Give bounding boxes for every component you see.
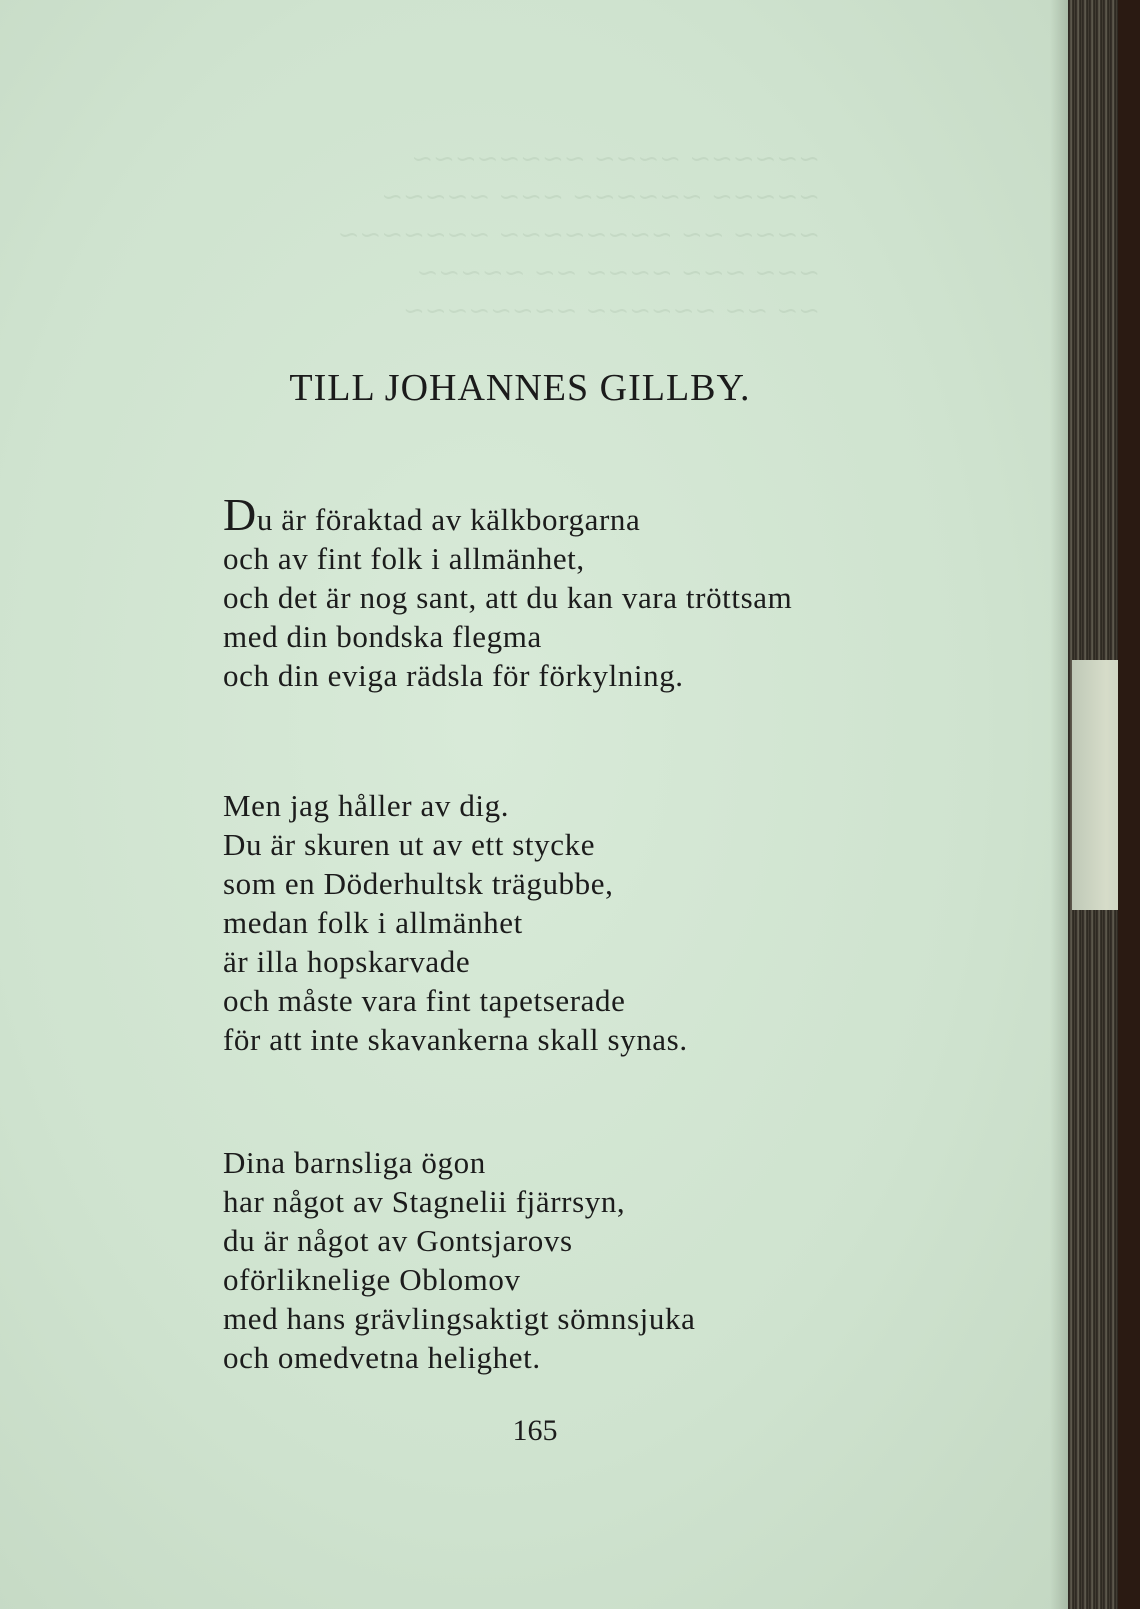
stanza-line: med din bondska flegma [223, 619, 542, 654]
stanza-3 [223, 1143, 943, 1377]
stanza-line: Dina barnsliga ögon [223, 1145, 486, 1180]
stanza-2 [223, 786, 943, 1059]
stanza-line: för att inte skavankerna skall synas. [223, 1022, 688, 1057]
first-line-rest: u är föraktad av kälkborgarna [256, 502, 641, 537]
stanza-line: och din eviga rädsla för förkylning. [223, 658, 684, 693]
stanza-line: som en Döderhultsk trägubbe, [223, 866, 614, 901]
stanza-line: Men jag håller av dig. [223, 788, 510, 823]
page-number: 165 [512, 1414, 558, 1447]
stanza-line: Du är skuren ut av ett stycke [223, 827, 596, 862]
stanza-line: oförliknelige Oblomov [223, 1262, 521, 1297]
stanza-line: och av fint folk i allmänhet, [223, 541, 585, 576]
stanza-line: medan folk i allmänhet [223, 905, 523, 940]
stanza-1 [223, 489, 943, 695]
stanza-line: och omedvetna helighet. [223, 1340, 541, 1375]
stanza-line: du är något av Gontsjarovs [223, 1223, 573, 1258]
show-through-texture: ~~~~~~ ~~~~ ~~~~~~~~ ~~~~~ ~~~~~~ ~~~ ~~~~~ ~~~~ ~~ ~~~~~~~~ ~~~~~~~ ~~~ ~~~ ~~~~ ~~ ~~~~~ ~~ ~~ ~~~~~~ ~~~~~~~~ [337, 144, 820, 326]
stanza-line [223, 489, 943, 540]
poem-title: TILL JOHANNES GILLBY. [289, 367, 751, 409]
book-cover-edge [1118, 0, 1140, 1609]
initial-letter: D [223, 489, 257, 540]
stanza-line: med hans grävlingsaktigt sömnsjuka [223, 1301, 696, 1336]
stanza-line: är illa hopskarvade [223, 944, 471, 979]
stanza-line: har något av Stagnelii fjärrsyn, [223, 1184, 626, 1219]
stanza-line: och det är nog sant, att du kan vara tröttsam [223, 580, 793, 615]
stanza-line: och måste vara fint tapetserade [223, 983, 626, 1018]
